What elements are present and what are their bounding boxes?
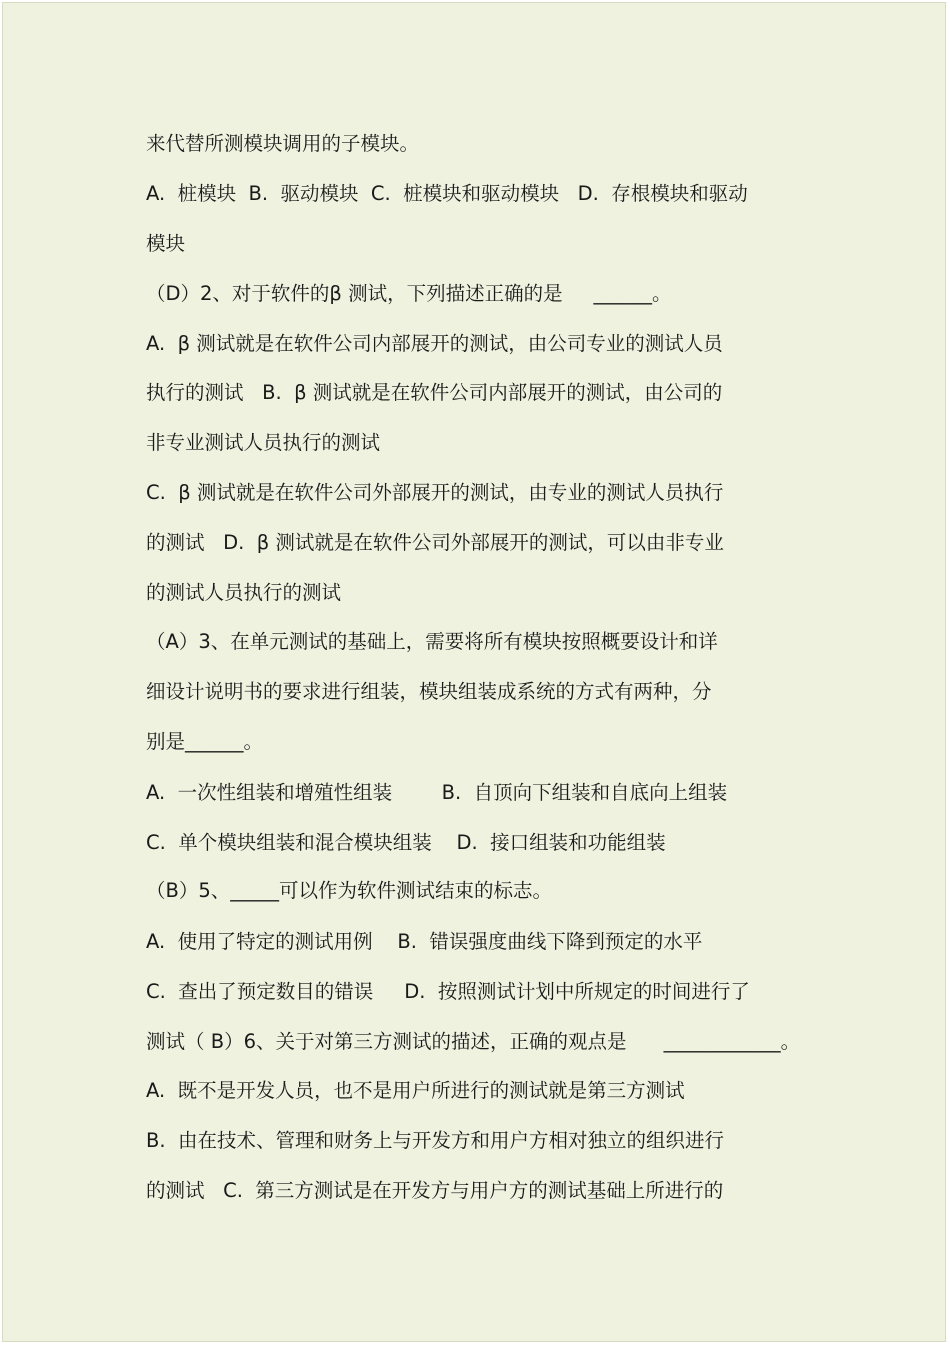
text-line: （B）5、_____可以作为软件测试结束的标志。 [146, 879, 553, 902]
text-line: （D）2、对于软件的β 测试，下列描述正确的是 ______。 [146, 282, 672, 305]
text-line: A. 一次性组装和增殖性组装 B. 自顶向下组装和自底向上组装 [146, 781, 728, 804]
text-line: （A）3、在单元测试的基础上，需要将所有模块按照概要设计和详 [146, 630, 718, 653]
text-line: 的测试人员执行的测试 [146, 581, 342, 604]
document-page [2, 2, 946, 1342]
text-line: C. 单个模块组装和混合模块组装 D. 接口组装和功能组装 [146, 831, 666, 854]
text-line: A. 使用了特定的测试用例 B. 错误强度曲线下降到预定的水平 [146, 930, 703, 953]
text-line: 模块 [146, 232, 186, 255]
text-line: 非专业测试人员执行的测试 [146, 431, 381, 454]
text-line: 的测试 C. 第三方测试是在开发方与用户方的测试基础上所进行的 [146, 1179, 724, 1202]
text-line: 别是______。 [146, 730, 264, 753]
text-line: C. β 测试就是在软件公司外部展开的测试，由专业的测试人员执行 [146, 481, 724, 504]
text-line: C. 查出了预定数目的错误 D. 按照测试计划中所规定的时间进行了 [146, 980, 750, 1003]
text-line: 测试（ B）6、关于对第三方测试的描述，正确的观点是 ____________。 [146, 1030, 801, 1053]
text-line: A. 既不是开发人员，也不是用户所进行的测试就是第三方测试 [146, 1079, 685, 1102]
text-line: 执行的测试 B. β 测试就是在软件公司内部展开的测试，由公司的 [146, 381, 723, 404]
text-line: 的测试 D. β 测试就是在软件公司外部展开的测试，可以由非专业 [146, 531, 724, 554]
text-line: 细设计说明书的要求进行组装，模块组装成系统的方式有两种，分 [146, 680, 712, 703]
text-line: A. β 测试就是在软件公司内部展开的测试，由公司专业的测试人员 [146, 332, 723, 355]
text-line: A. 桩模块 B. 驱动模块 C. 桩模块和驱动模块 D. 存根模块和驱动 [146, 182, 748, 205]
text-line: B. 由在技术、管理和财务上与开发方和用户方相对独立的组织进行 [146, 1129, 724, 1152]
text-line: 来代替所测模块调用的子模块。 [146, 132, 420, 155]
